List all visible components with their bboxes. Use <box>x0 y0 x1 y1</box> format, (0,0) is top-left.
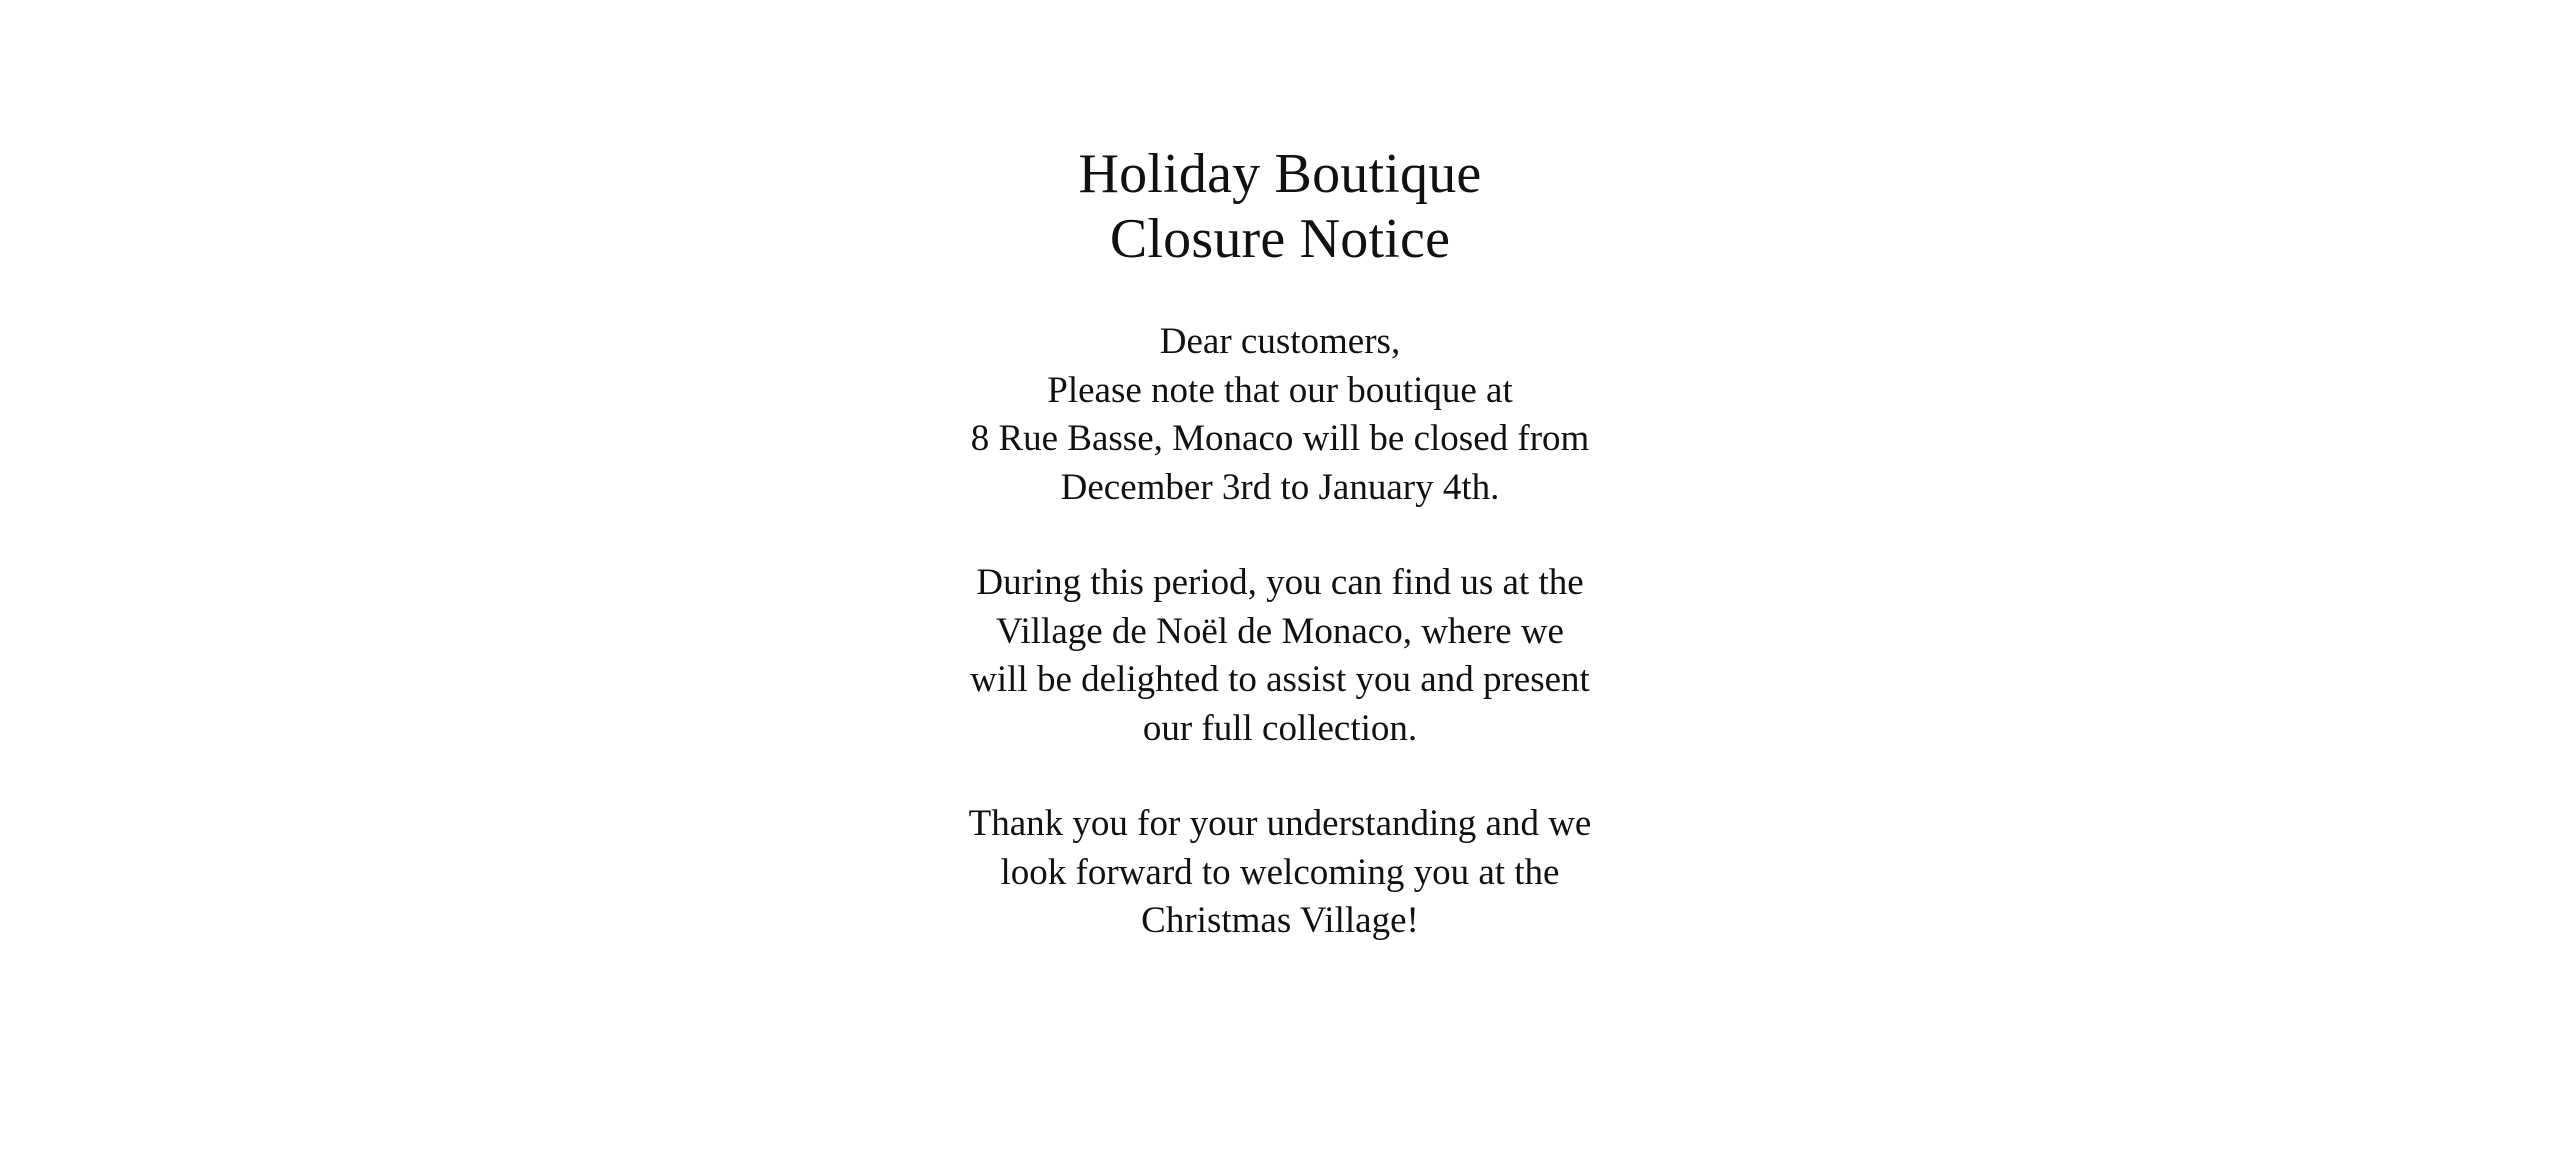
title-line: Holiday Boutique <box>1078 143 1482 205</box>
text-line: Thank you for your understanding and we <box>968 803 1592 844</box>
alternate-location-paragraph <box>780 559 1780 753</box>
text-line: 8 Rue Basse, Monaco will be closed from <box>970 418 1590 459</box>
text-line: December 3rd to January 4th. <box>1060 466 1500 508</box>
greeting-paragraph <box>780 318 1780 512</box>
text-line: During this period, you can find us at the <box>976 562 1584 603</box>
title-line: Closure Notice <box>1109 208 1451 270</box>
text-line: look forward to welcoming you at the <box>1000 851 1560 893</box>
text-line: Dear customers, <box>1159 321 1401 362</box>
text-line: Please note that our boutique at <box>1047 369 1513 411</box>
closing-paragraph <box>780 800 1780 946</box>
text-line: Christmas Village! <box>1141 900 1419 941</box>
text-line: Village de Noël de Monaco, where we <box>996 610 1564 652</box>
notice-title <box>780 142 1780 272</box>
text-line: our full collection. <box>1142 707 1418 749</box>
text-line: will be delighted to assist you and present <box>970 659 1590 700</box>
